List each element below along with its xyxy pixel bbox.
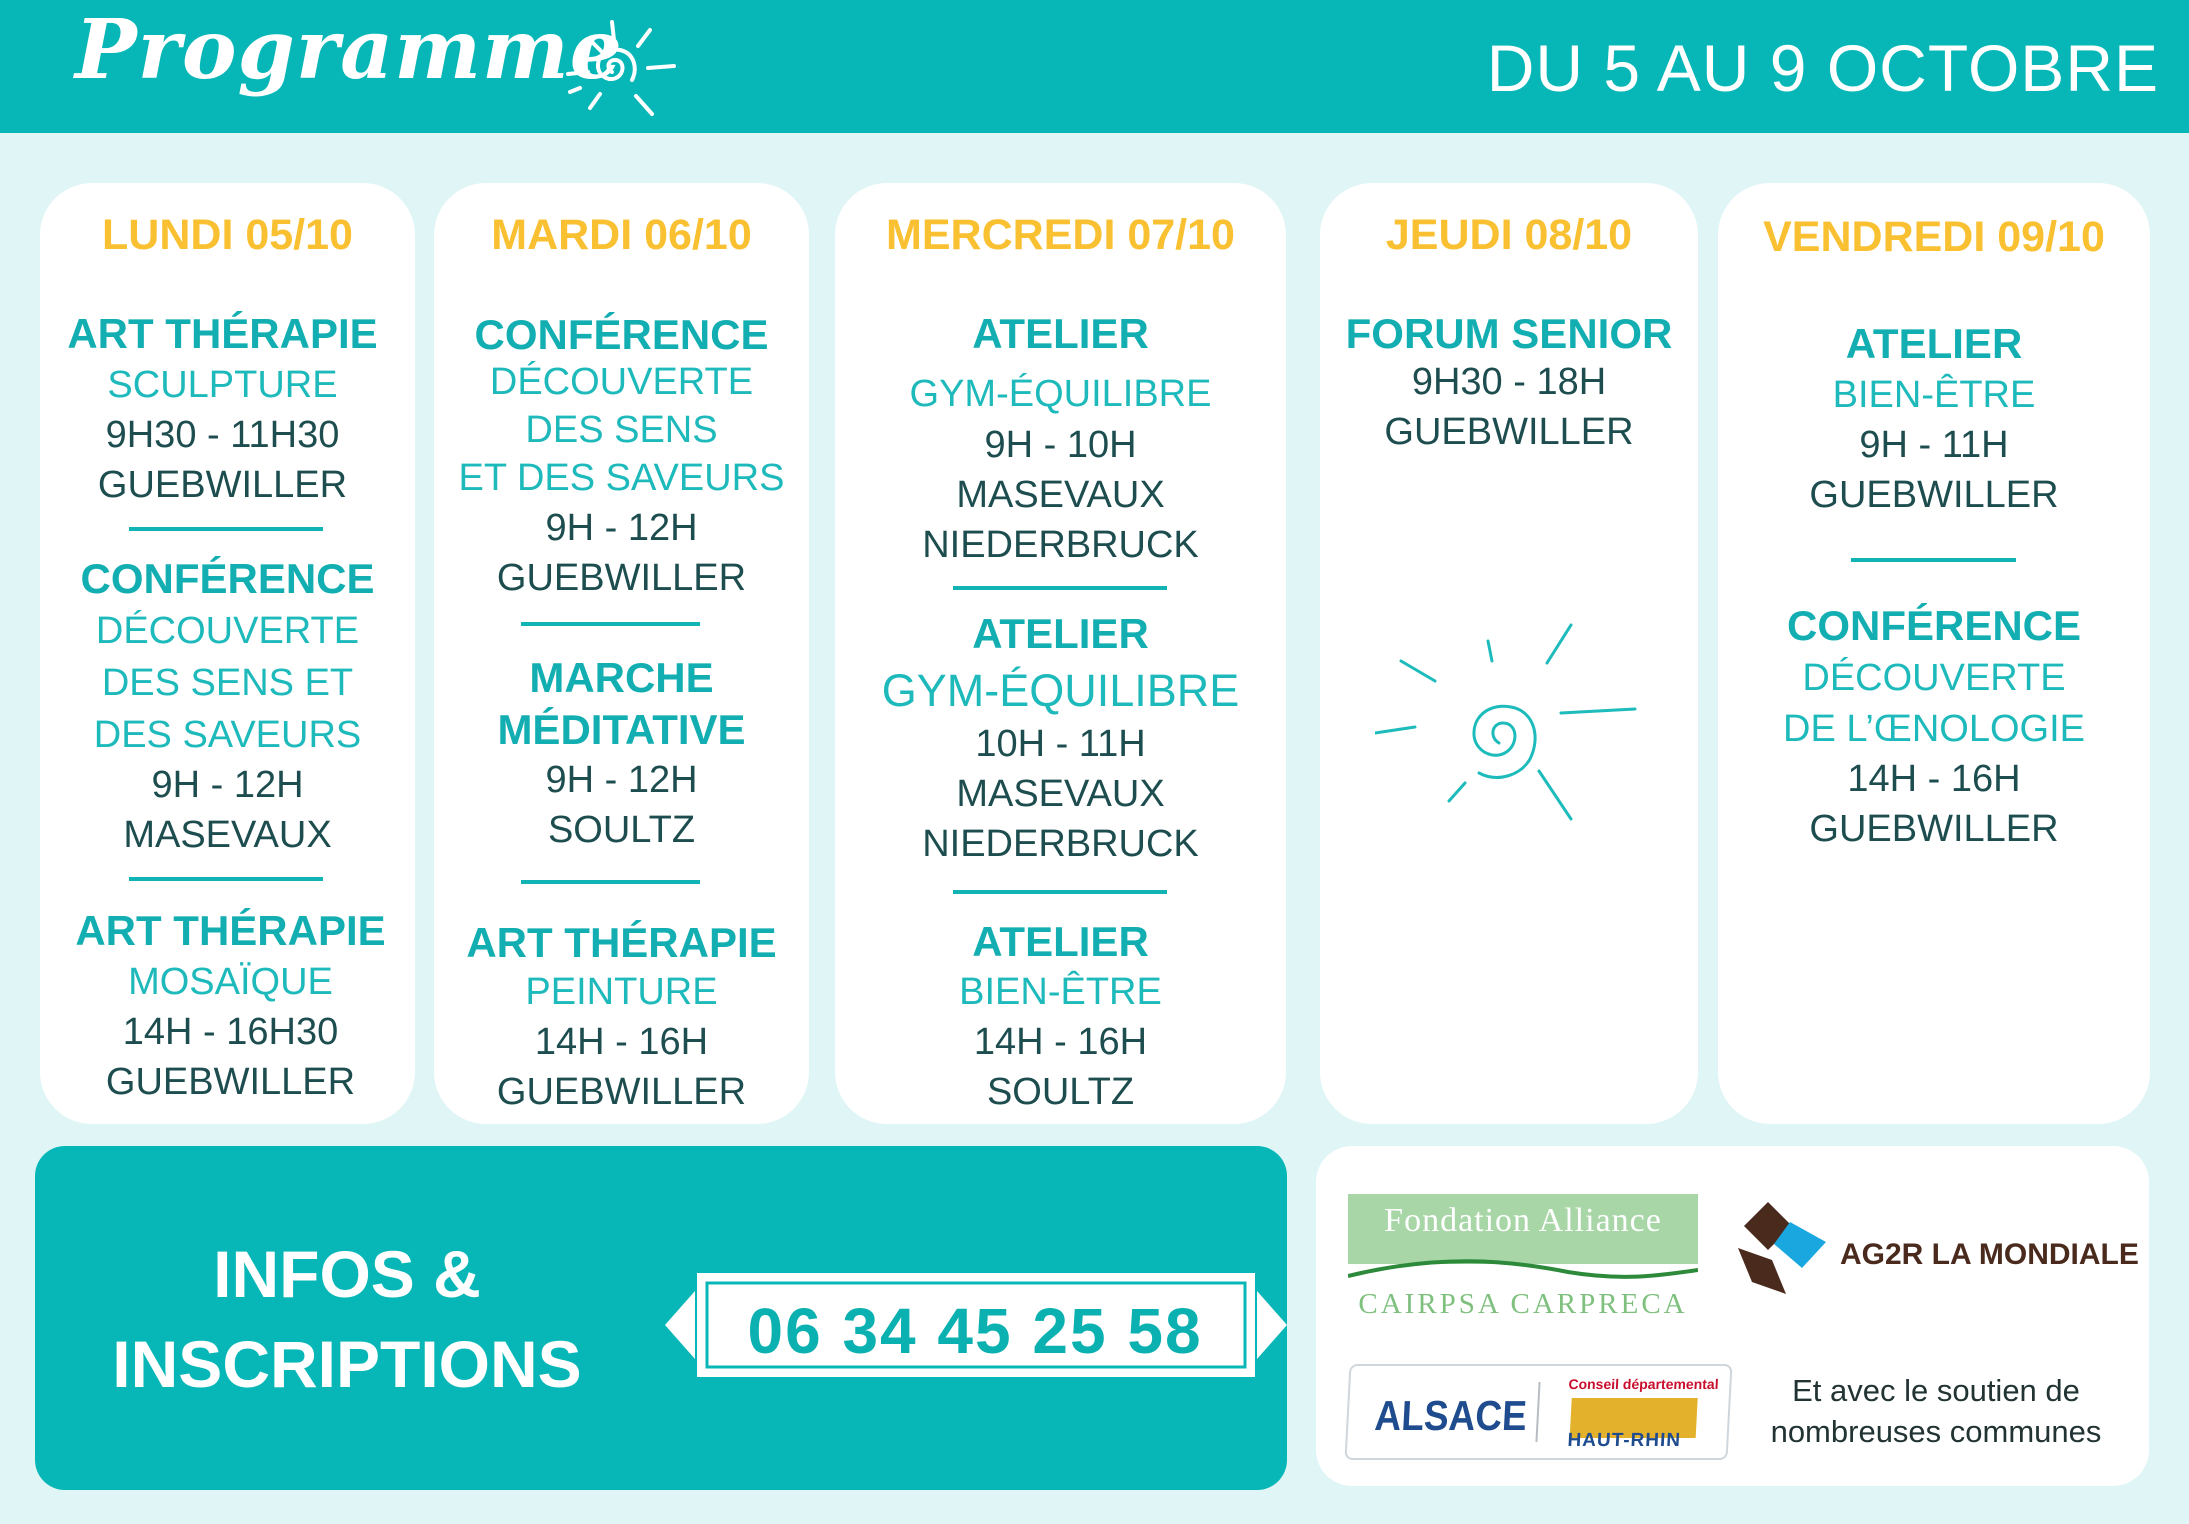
ag2r-name: AG2R LA MONDIALE <box>1840 1238 2139 1271</box>
event-title: MARCHE <box>529 654 714 701</box>
event-title: CONFÉRENCE <box>1786 602 2082 649</box>
event-title: ATELIER <box>972 610 1149 657</box>
haut-rhin-label: HAUT-RHIN <box>1566 1430 1682 1451</box>
programme-title: Programme <box>75 2 623 98</box>
event-time: 9H - 10H <box>984 424 1137 466</box>
event-place: MASEVAUX <box>123 814 332 856</box>
support-line: Et avec le soutien de <box>1792 1373 2080 1408</box>
event-title: CONFÉRENCE <box>474 311 769 358</box>
fondation-alliance-logo <box>1348 1194 1698 1322</box>
day-label: JEUDI 08/10 <box>1385 211 1633 259</box>
divider <box>521 622 700 626</box>
event-subtitle: DE L’ŒNOLOGIE <box>1783 708 2085 750</box>
info-title: INSCRIPTIONS <box>112 1327 582 1401</box>
event-subtitle: DES SAVEURS <box>93 714 362 756</box>
event-title: FORUM SENIOR <box>1345 310 1673 357</box>
event-place: GUEBWILLER <box>1384 411 1634 453</box>
event-place: GUEBWILLER <box>496 1071 747 1113</box>
event-place: MASEVAUX <box>956 474 1165 516</box>
event-title: ART THÉRAPIE <box>67 310 378 357</box>
partners-panel <box>1316 1146 2149 1486</box>
date-range: DU 5 AU 9 OCTOBRE <box>1486 31 2159 105</box>
support-text <box>1746 1371 2126 1453</box>
event-place: GUEBWILLER <box>105 1061 356 1103</box>
fondation-sub: CAIRPSA CARPRECA <box>1358 1288 1688 1320</box>
event-subtitle: ET DES SAVEURS <box>458 457 785 499</box>
event-subtitle: GYM-ÉQUILIBRE <box>881 665 1240 716</box>
event-time: 9H - 12H <box>545 759 698 801</box>
event-title: ART THÉRAPIE <box>75 907 386 954</box>
event-place: GUEBWILLER <box>1809 808 2059 850</box>
event-time: 9H - 11H <box>1859 424 2009 466</box>
day-card-lundi <box>40 183 415 1124</box>
fondation-name: Fondation Alliance <box>1384 1202 1662 1239</box>
event-title: ATELIER <box>1845 320 2023 367</box>
event-title: CONFÉRENCE <box>80 555 375 602</box>
day-card-mercredi <box>835 183 1286 1124</box>
divider <box>953 586 1167 590</box>
event-place: GUEBWILLER <box>1809 474 2059 516</box>
event-time: 9H30 - 11H30 <box>105 414 340 456</box>
day-label: VENDREDI 09/10 <box>1763 213 2105 261</box>
event-time: 10H - 11H <box>975 723 1146 765</box>
event-place: SOULTZ <box>547 809 696 851</box>
event-subtitle: MOSAÏQUE <box>128 961 333 1003</box>
event-time: 14H - 16H <box>1847 758 2021 800</box>
divider <box>129 877 323 881</box>
event-time: 9H - 12H <box>545 507 698 549</box>
ag2r-logo-icon <box>1734 1202 1830 1298</box>
event-subtitle: BIEN-ÊTRE <box>959 971 1162 1013</box>
event-subtitle: DÉCOUVERTE <box>1802 657 2066 699</box>
event-place: NIEDERBRUCK <box>922 823 1199 865</box>
event-place: GUEBWILLER <box>97 464 348 506</box>
divider <box>129 527 323 531</box>
event-time: 14H - 16H30 <box>122 1011 339 1053</box>
event-title: MÉDITATIVE <box>497 706 746 753</box>
event-place: GUEBWILLER <box>496 557 747 599</box>
event-subtitle: DÉCOUVERTE <box>95 610 360 652</box>
support-line: nombreuses communes <box>1770 1413 2102 1449</box>
event-place: SOULTZ <box>986 1071 1135 1113</box>
day-card-jeudi <box>1320 183 1698 1124</box>
event-title: ATELIER <box>972 918 1149 965</box>
event-subtitle: DÉCOUVERTE <box>489 361 754 403</box>
day-card-vendredi <box>1718 183 2150 1124</box>
event-place: MASEVAUX <box>956 773 1165 815</box>
event-title: ART THÉRAPIE <box>466 919 777 966</box>
day-label: MERCREDI 07/10 <box>886 211 1235 259</box>
sun-icon <box>550 10 690 125</box>
event-subtitle: DES SENS <box>525 409 718 451</box>
event-time: 14H - 16H <box>973 1021 1148 1063</box>
event-subtitle: SCULPTURE <box>107 364 338 406</box>
event-subtitle: BIEN-ÊTRE <box>1832 374 2036 416</box>
alsace-label: ALSACE <box>1373 1392 1529 1439</box>
info-panel <box>35 1146 1287 1490</box>
info-title: INFOS & <box>213 1237 481 1311</box>
event-subtitle: DES SENS ET <box>101 662 354 704</box>
alsace-haut-rhin-logo <box>1344 1364 1732 1460</box>
event-time: 14H - 16H <box>534 1021 709 1063</box>
divider <box>1851 558 2016 562</box>
header-bar <box>0 0 2189 133</box>
event-title: ATELIER <box>972 310 1149 357</box>
day-label: MARDI 06/10 <box>491 211 752 259</box>
event-time: 9H - 12H <box>151 764 304 806</box>
divider <box>953 890 1167 894</box>
sun-icon <box>1375 623 1645 833</box>
event-place: NIEDERBRUCK <box>922 524 1199 566</box>
divider <box>521 880 700 884</box>
day-label: LUNDI 05/10 <box>102 211 353 259</box>
day-card-mardi <box>434 183 809 1124</box>
conseil-label: Conseil départemental <box>1568 1376 1720 1392</box>
event-subtitle: PEINTURE <box>525 971 718 1013</box>
event-time: 9H30 - 18H <box>1411 361 1607 403</box>
event-subtitle: GYM-ÉQUILIBRE <box>909 373 1212 415</box>
phone-number[interactable]: 06 34 45 25 58 <box>747 1295 1203 1367</box>
